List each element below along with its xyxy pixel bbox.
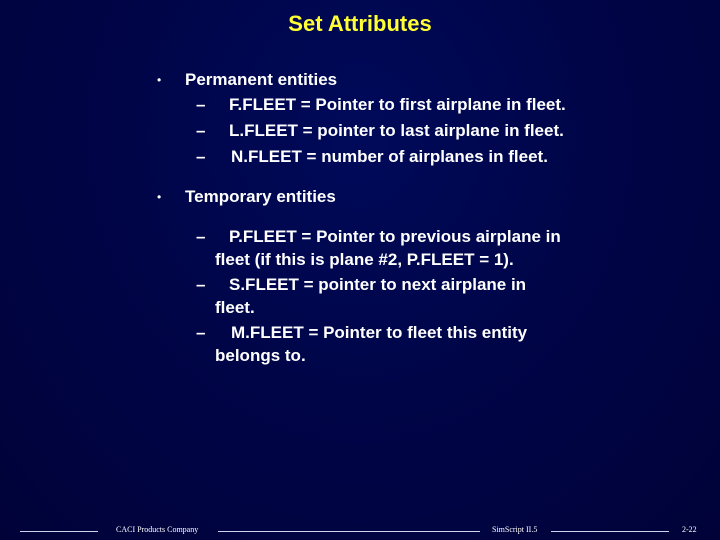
sub-item-s-fleet-line1: S.FLEET = pointer to next airplane in	[229, 275, 527, 294]
footer-divider	[20, 531, 98, 532]
bullet-marker: •	[157, 190, 162, 204]
dash-marker: –	[196, 121, 206, 140]
sub-item-m-fleet-line1: M.FLEET = Pointer to fleet this entity	[231, 323, 528, 342]
sub-item-p-fleet-line1: P.FLEET = Pointer to previous airplane in	[229, 227, 561, 246]
sub-item-f-fleet: F.FLEET = Pointer to first airplane in fleet.	[229, 95, 566, 114]
sub-item-m-fleet-line2: belongs to.	[215, 346, 306, 365]
dash-marker: –	[196, 275, 206, 294]
sub-item-p-fleet-line2: fleet (if this is plane #2, P.FLEET = 1).	[215, 250, 514, 269]
sub-item-l-fleet: L.FLEET = pointer to last airplane in fleet.	[229, 121, 564, 140]
dash-marker: –	[196, 227, 206, 246]
dash-marker: –	[196, 95, 206, 114]
bullet-marker: •	[157, 73, 162, 87]
slide-title: Set Attributes	[288, 11, 432, 36]
sub-item-s-fleet-line2: fleet.	[215, 298, 255, 317]
sub-item-n-fleet: N.FLEET = number of airplanes in fleet.	[231, 147, 548, 166]
dash-marker: –	[196, 147, 206, 166]
dash-marker: –	[196, 323, 206, 342]
bullet-heading-temporary: Temporary entities	[185, 187, 336, 206]
footer-product: SimScript II.5	[492, 525, 538, 534]
footer-divider	[218, 531, 480, 532]
footer-divider	[551, 531, 669, 532]
footer-page-number: 2-22	[682, 525, 697, 534]
footer-company: CACI Products Company	[116, 525, 199, 534]
bullet-heading-permanent: Permanent entities	[185, 70, 338, 89]
